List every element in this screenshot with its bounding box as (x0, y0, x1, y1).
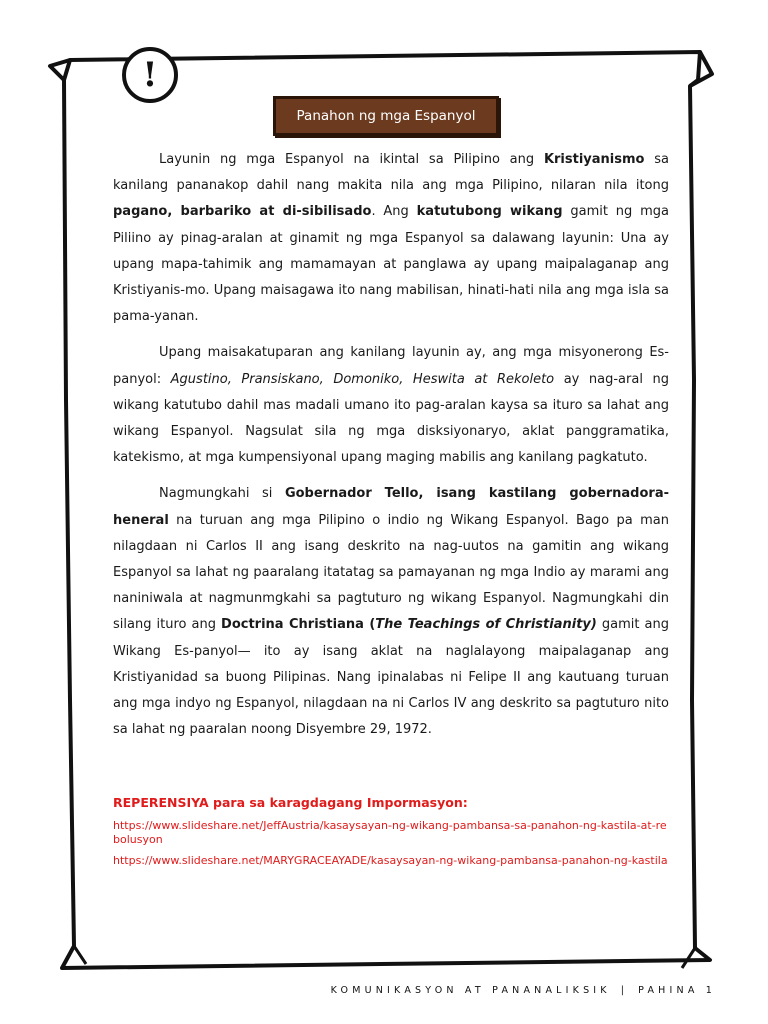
text-run: Kristiyanismo (543, 152, 645, 167)
text-run: Agustino, Pransiskano, Domoniko, Heswita at Rekoleto (170, 371, 555, 387)
text-run: gamit ng mga Piliino ay pinag-aralan at ginamit ng mga Espanyol sa dalawang layunin: Una ay upang mapa-tahimik ang mamamayan at panglawa ay upang maipalaganap ang Kristiyanis-mo. Upang maisagawa ito nang mabilisan, hinati-hati nila ang mga isla sa pama-yanan. (113, 204, 670, 325)
text-run: pagano, barbariko at di-sibilisado (113, 204, 372, 220)
section-title-text: Panahon ng mga Espanyol (296, 108, 476, 124)
paragraph (113, 340, 669, 471)
page-footer (331, 985, 716, 996)
exclamation-icon: ! (122, 47, 178, 103)
paragraph (113, 147, 669, 330)
text-run: gamit ang Wikang Es-panyol— ito ay isang aklat na naglalayong maipalaganap ang Kristiyanidad sa buong Pilipinas. Nang ipinalabas ni Felipe II ang kautuang turuan ang mga indyo ng Espanyol, nilagdaan na ni Carlos IV ang deskrito sa pagtuturo nito sa lahat ng paaralan noong Disyembre 29, 1972. (113, 617, 669, 738)
text-run: Gobernador Tello, isang kastilang gobernadora-heneral (113, 486, 669, 528)
text-run: . Ang (371, 204, 417, 220)
text-run: Layunin ng mga Espanyol na ikintal sa Pilipino ang (159, 152, 544, 167)
reference-link[interactable]: https://www.slideshare.net/MARYGRACEAYADE/kasaysayan-ng-wikang-pambansa-panahon-ng-kastila (113, 854, 668, 867)
paragraph (113, 481, 669, 743)
text-run: na turuan ang mga Pilipino o indio ng Wikang Espanyol. Bago pa man nilagdaan ni Carlos II ang isang deskrito na nag-uutos na gamitin ang wikang Espanyol sa lahat ng paaralang itatatag sa pamayanan ng mga Indio ay marami ang naniniwala at nagmunmgkahi sa pagtuturo ng wikang Espanyol. Nagmungkahi din silang ituro ang (113, 512, 669, 633)
footer-separator: | (620, 985, 629, 996)
footer-course-title: KOMUNIKASYON AT PANANALIKSIK (330, 985, 611, 996)
footer-page-number: PAHINA 1 (638, 985, 716, 996)
text-run: Doctrina Christiana ( (221, 617, 376, 633)
body-text (113, 147, 669, 753)
text-run: The Teachings of Christianity) (375, 617, 597, 633)
text-run: katutubong wikang (416, 204, 563, 220)
references-heading: REPERENSIYA para sa karagdagang Impormasyon: (113, 795, 468, 810)
text-run: Upang maisakatuparan ang kanilang layunin ay, ang mga misyonerong Es-panyol: (113, 345, 669, 387)
reference-link[interactable]: https://www.slideshare.net/JeffAustria/kasaysayan-ng-wikang-pambansa-sa-panahon-ng-kastila-at-rebolusyon (113, 819, 667, 846)
text-run: sa kanilang pananakop dahil nang makita nila ang mga Pilipino, nilaran nila itong (113, 152, 669, 194)
text-run: ay nag-aral ng wikang katutubo dahil mas madali umano ito pag-aralan kaysa sa ituro sa lahat ang wikang Espanyol. Nagsulat sila ng mga disksiyonaryo, aklat panggramatika, katekismo, at mga kumpensiyonal upang maging mabilis ang kanilang pagkatuto. (113, 371, 669, 466)
text-run: Nagmungkahi si (159, 486, 285, 502)
references (113, 795, 673, 875)
section-title (273, 96, 499, 136)
